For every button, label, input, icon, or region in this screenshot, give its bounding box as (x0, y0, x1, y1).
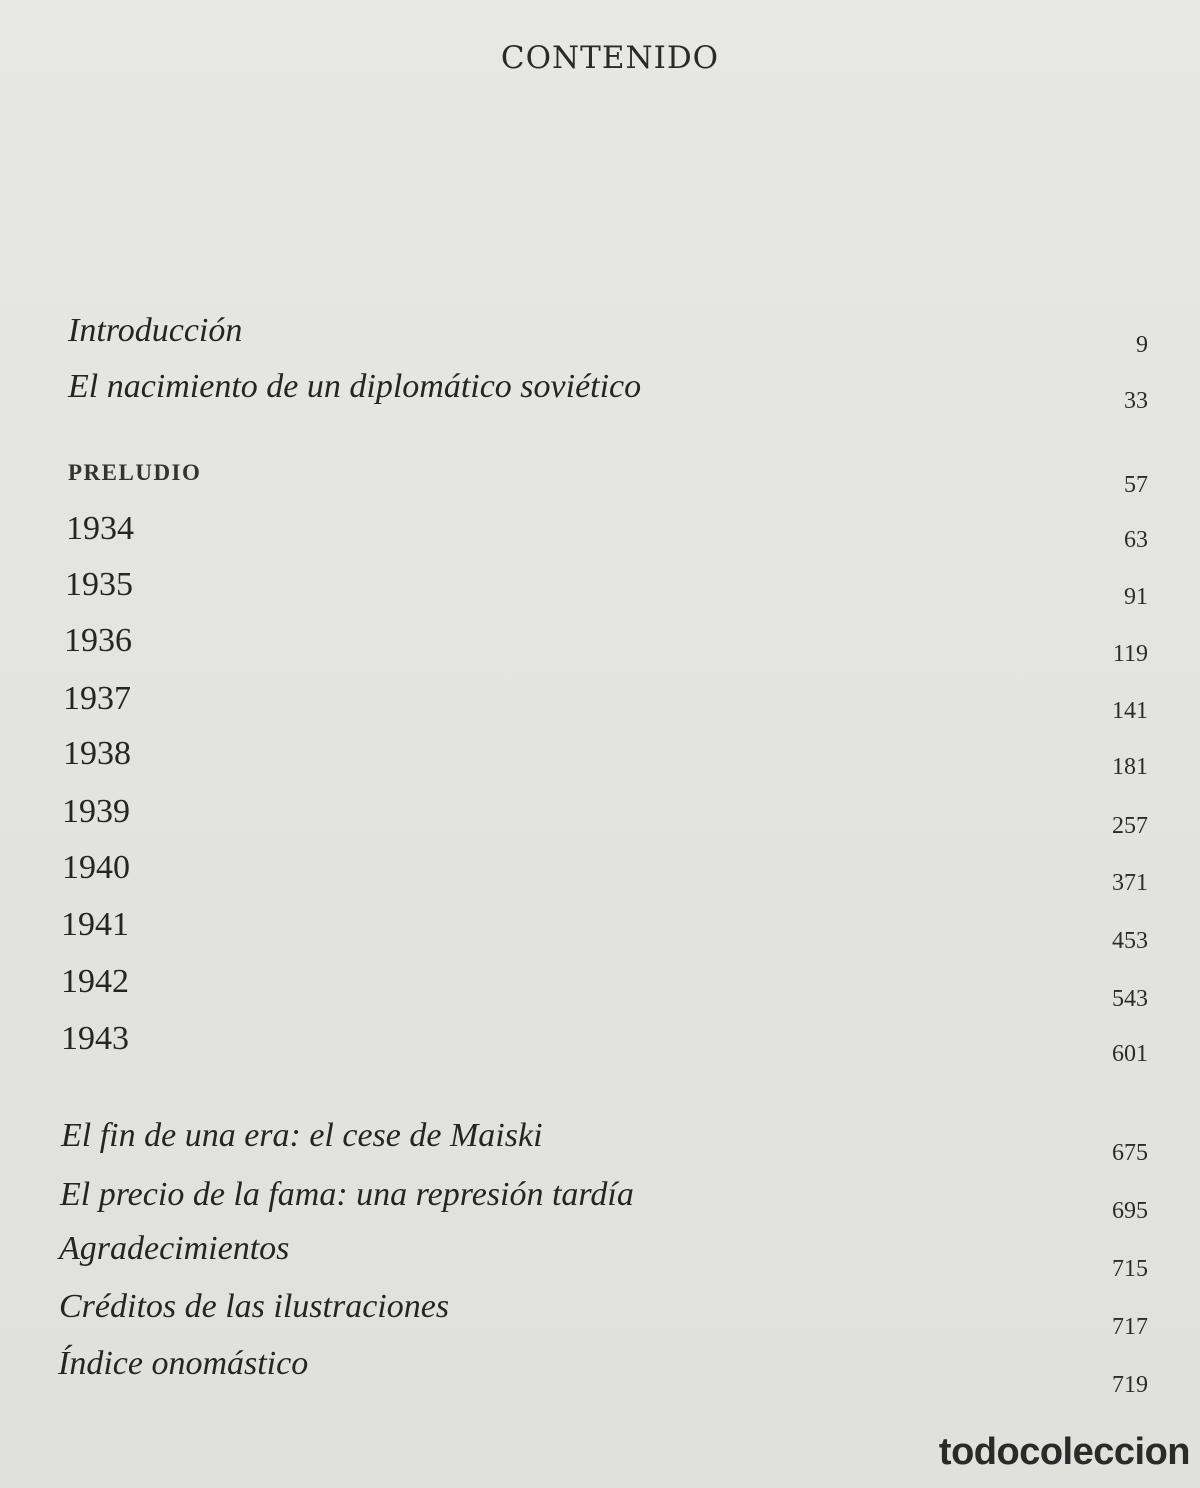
site-watermark: todocoleccion (938, 1431, 1190, 1473)
toc-entry-page: 9 (1136, 332, 1148, 358)
toc-entry-label: PRELUDIO (68, 460, 202, 485)
toc-entry-page: 371 (1112, 870, 1148, 896)
toc-entry-label: 1941 (61, 906, 129, 943)
toc-entry-page: 119 (1112, 641, 1148, 667)
toc-entry-label: Índice onomástico (58, 1345, 309, 1382)
toc-entry-label: 1940 (62, 849, 130, 886)
toc-entry-label: 1934 (66, 510, 134, 547)
toc-entry-page: 33 (1124, 388, 1148, 414)
toc-entry-label: El fin de una era: el cese de Maiski (61, 1117, 543, 1154)
toc-entry-page: 715 (1112, 1256, 1148, 1282)
toc-entry-page: 181 (1112, 754, 1148, 780)
toc-entry-label: 1937 (63, 680, 131, 717)
toc-entry-label: El precio de la fama: una represión tardía (60, 1176, 634, 1213)
toc-entry-page: 719 (1112, 1372, 1148, 1398)
toc-entry-label: Créditos de las ilustraciones (59, 1288, 450, 1325)
toc-entry-label: 1935 (65, 566, 133, 603)
toc-entry-label: El nacimiento de un diplomático soviético (68, 368, 642, 405)
toc-entry-label: Agradecimientos (59, 1230, 290, 1267)
toc-entry-page: 453 (1112, 928, 1148, 954)
toc-entry-label: 1938 (63, 735, 131, 772)
toc-entry-label: 1943 (61, 1020, 129, 1057)
toc-entry-page: 257 (1112, 813, 1148, 839)
toc-entry-page: 543 (1112, 986, 1148, 1012)
toc-entry-page: 601 (1112, 1041, 1148, 1067)
toc-entry-label: Introducción (68, 312, 243, 349)
toc-entry-page: 717 (1112, 1314, 1148, 1340)
page-title: CONTENIDO (500, 40, 720, 76)
toc-entry-page: 91 (1124, 584, 1148, 610)
toc-entry-page: 675 (1112, 1140, 1148, 1166)
toc-entry-page: 57 (1124, 472, 1148, 498)
toc-entry-page: 141 (1112, 698, 1148, 724)
toc-entry-label: 1939 (62, 793, 130, 830)
toc-entry-page: 63 (1124, 527, 1148, 553)
toc-entry-label: 1936 (64, 622, 132, 659)
toc-entry-page: 695 (1112, 1198, 1148, 1224)
toc-entry-label: 1942 (61, 963, 129, 1000)
